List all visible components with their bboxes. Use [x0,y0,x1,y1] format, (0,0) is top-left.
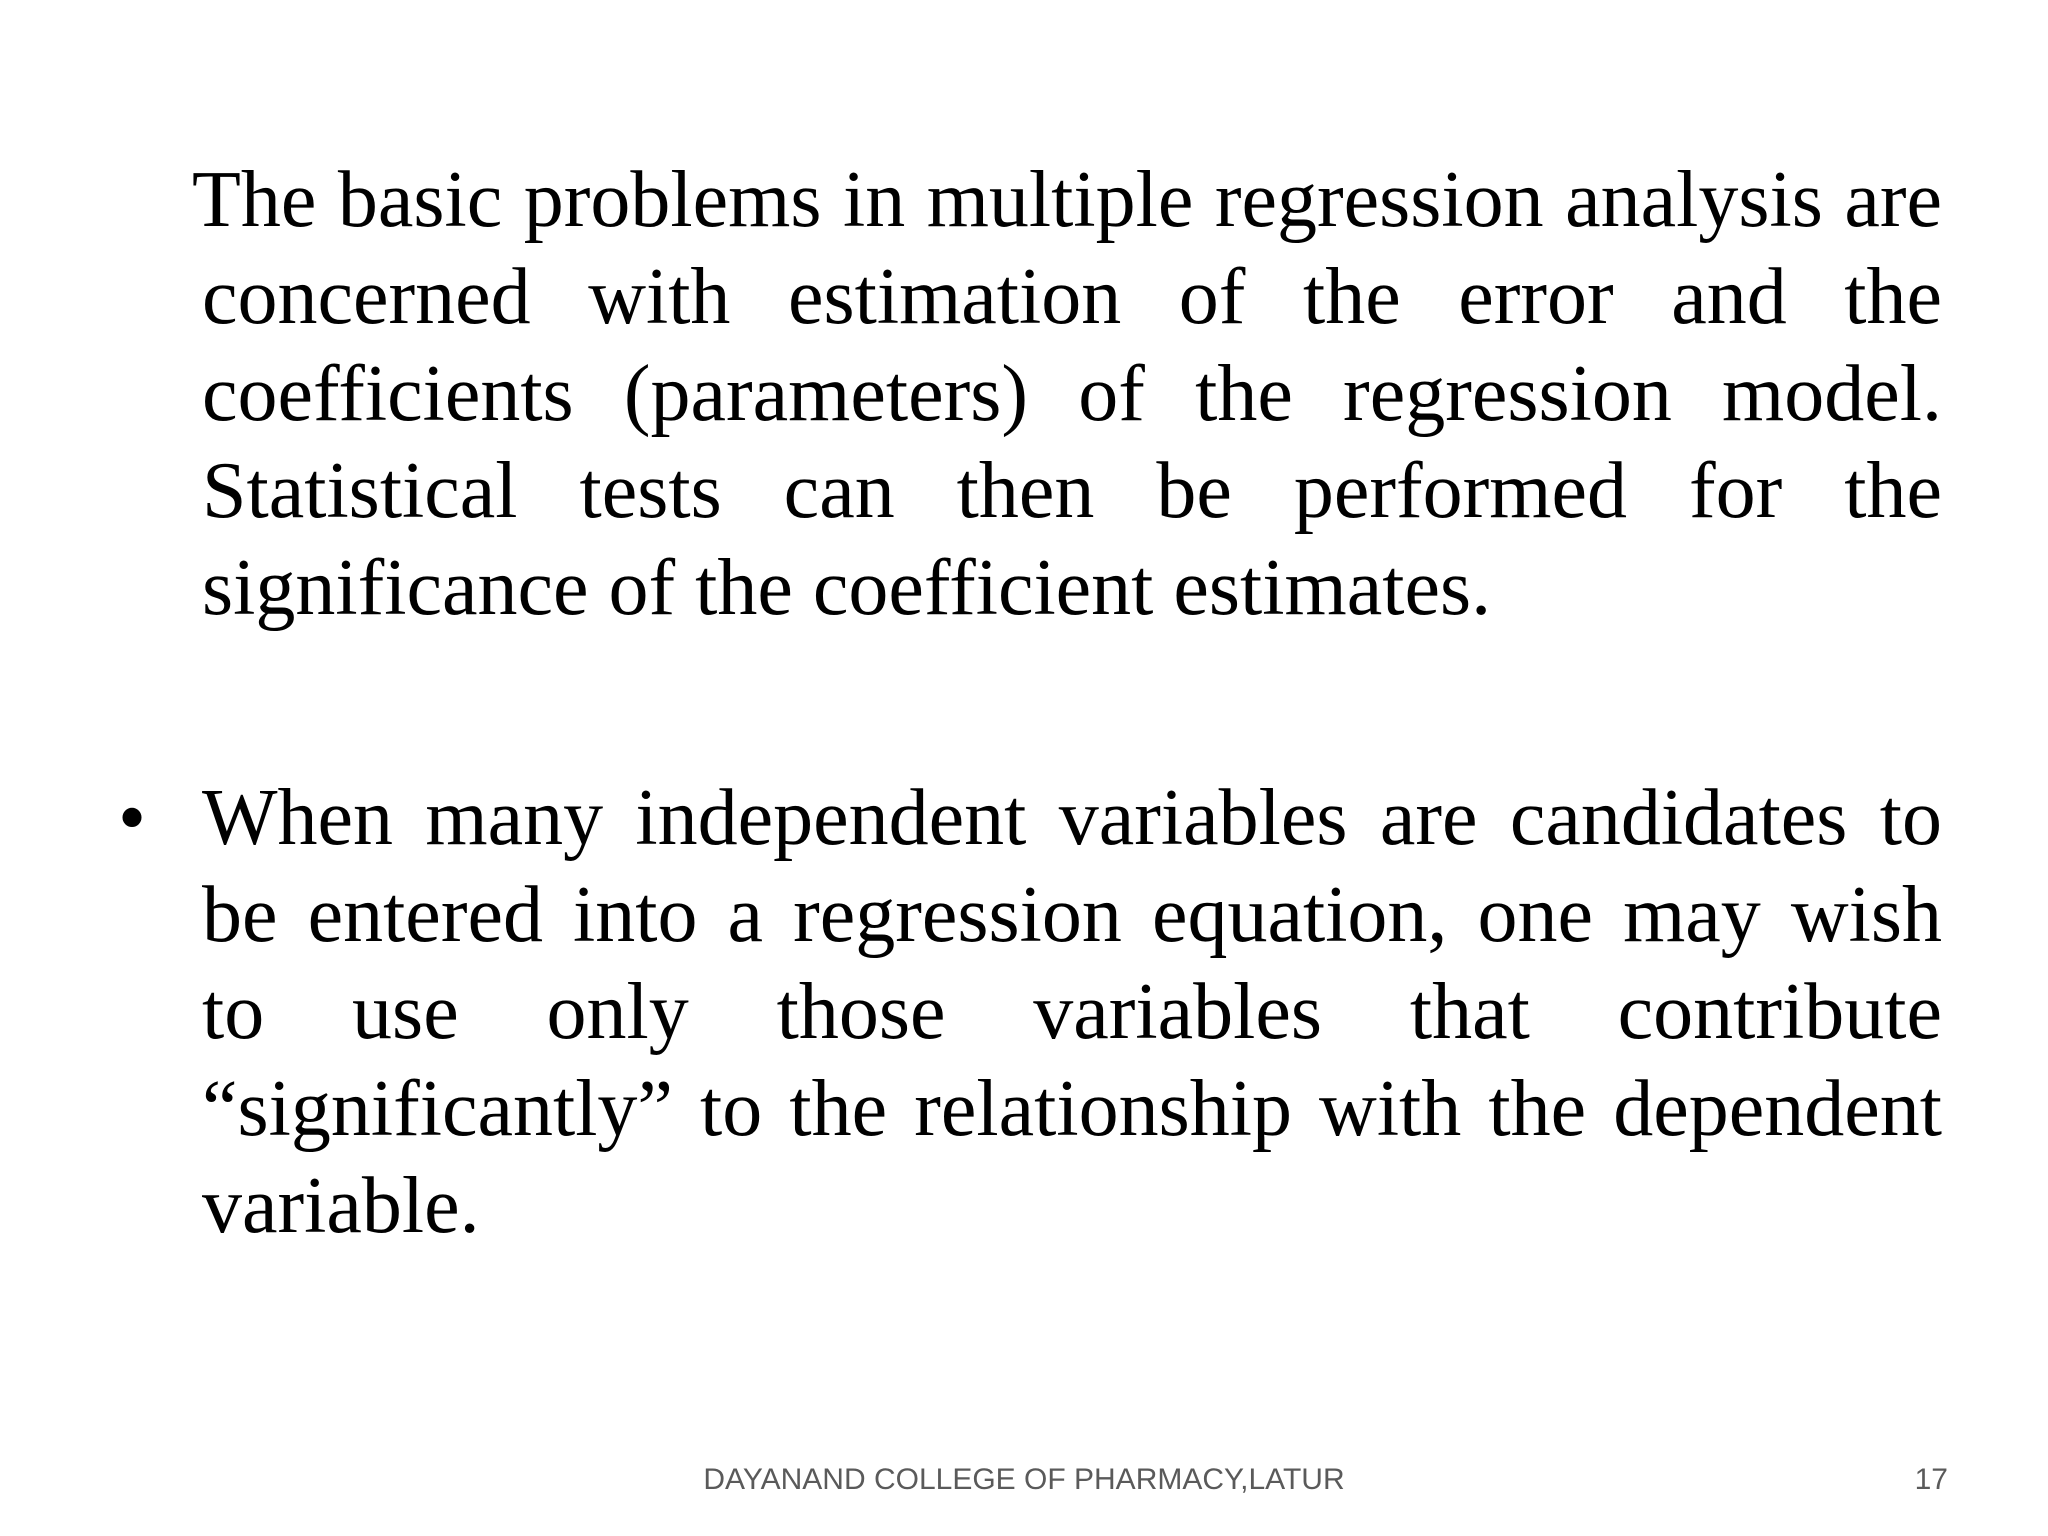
bullet-item: When many independent variables are candidates to be entered into a regression equation, one may wish to use only those variables that contribute “significantly” to the relationship with the dependent variable. [202,774,1942,1250]
footer-institution: DAYANAND COLLEGE OF PHARMACY,LATUR [703,1463,1345,1496]
intro-paragraph: The basic problems in multiple regression analysis are concerned with estimation of the error and the coefficients (parameters) of the regression model. Statistical tests can then be performed for the significance of the coefficient estimates. [192,156,1942,632]
page-number: 17 [1914,1463,1948,1496]
bullet-marker: • [118,774,147,862]
